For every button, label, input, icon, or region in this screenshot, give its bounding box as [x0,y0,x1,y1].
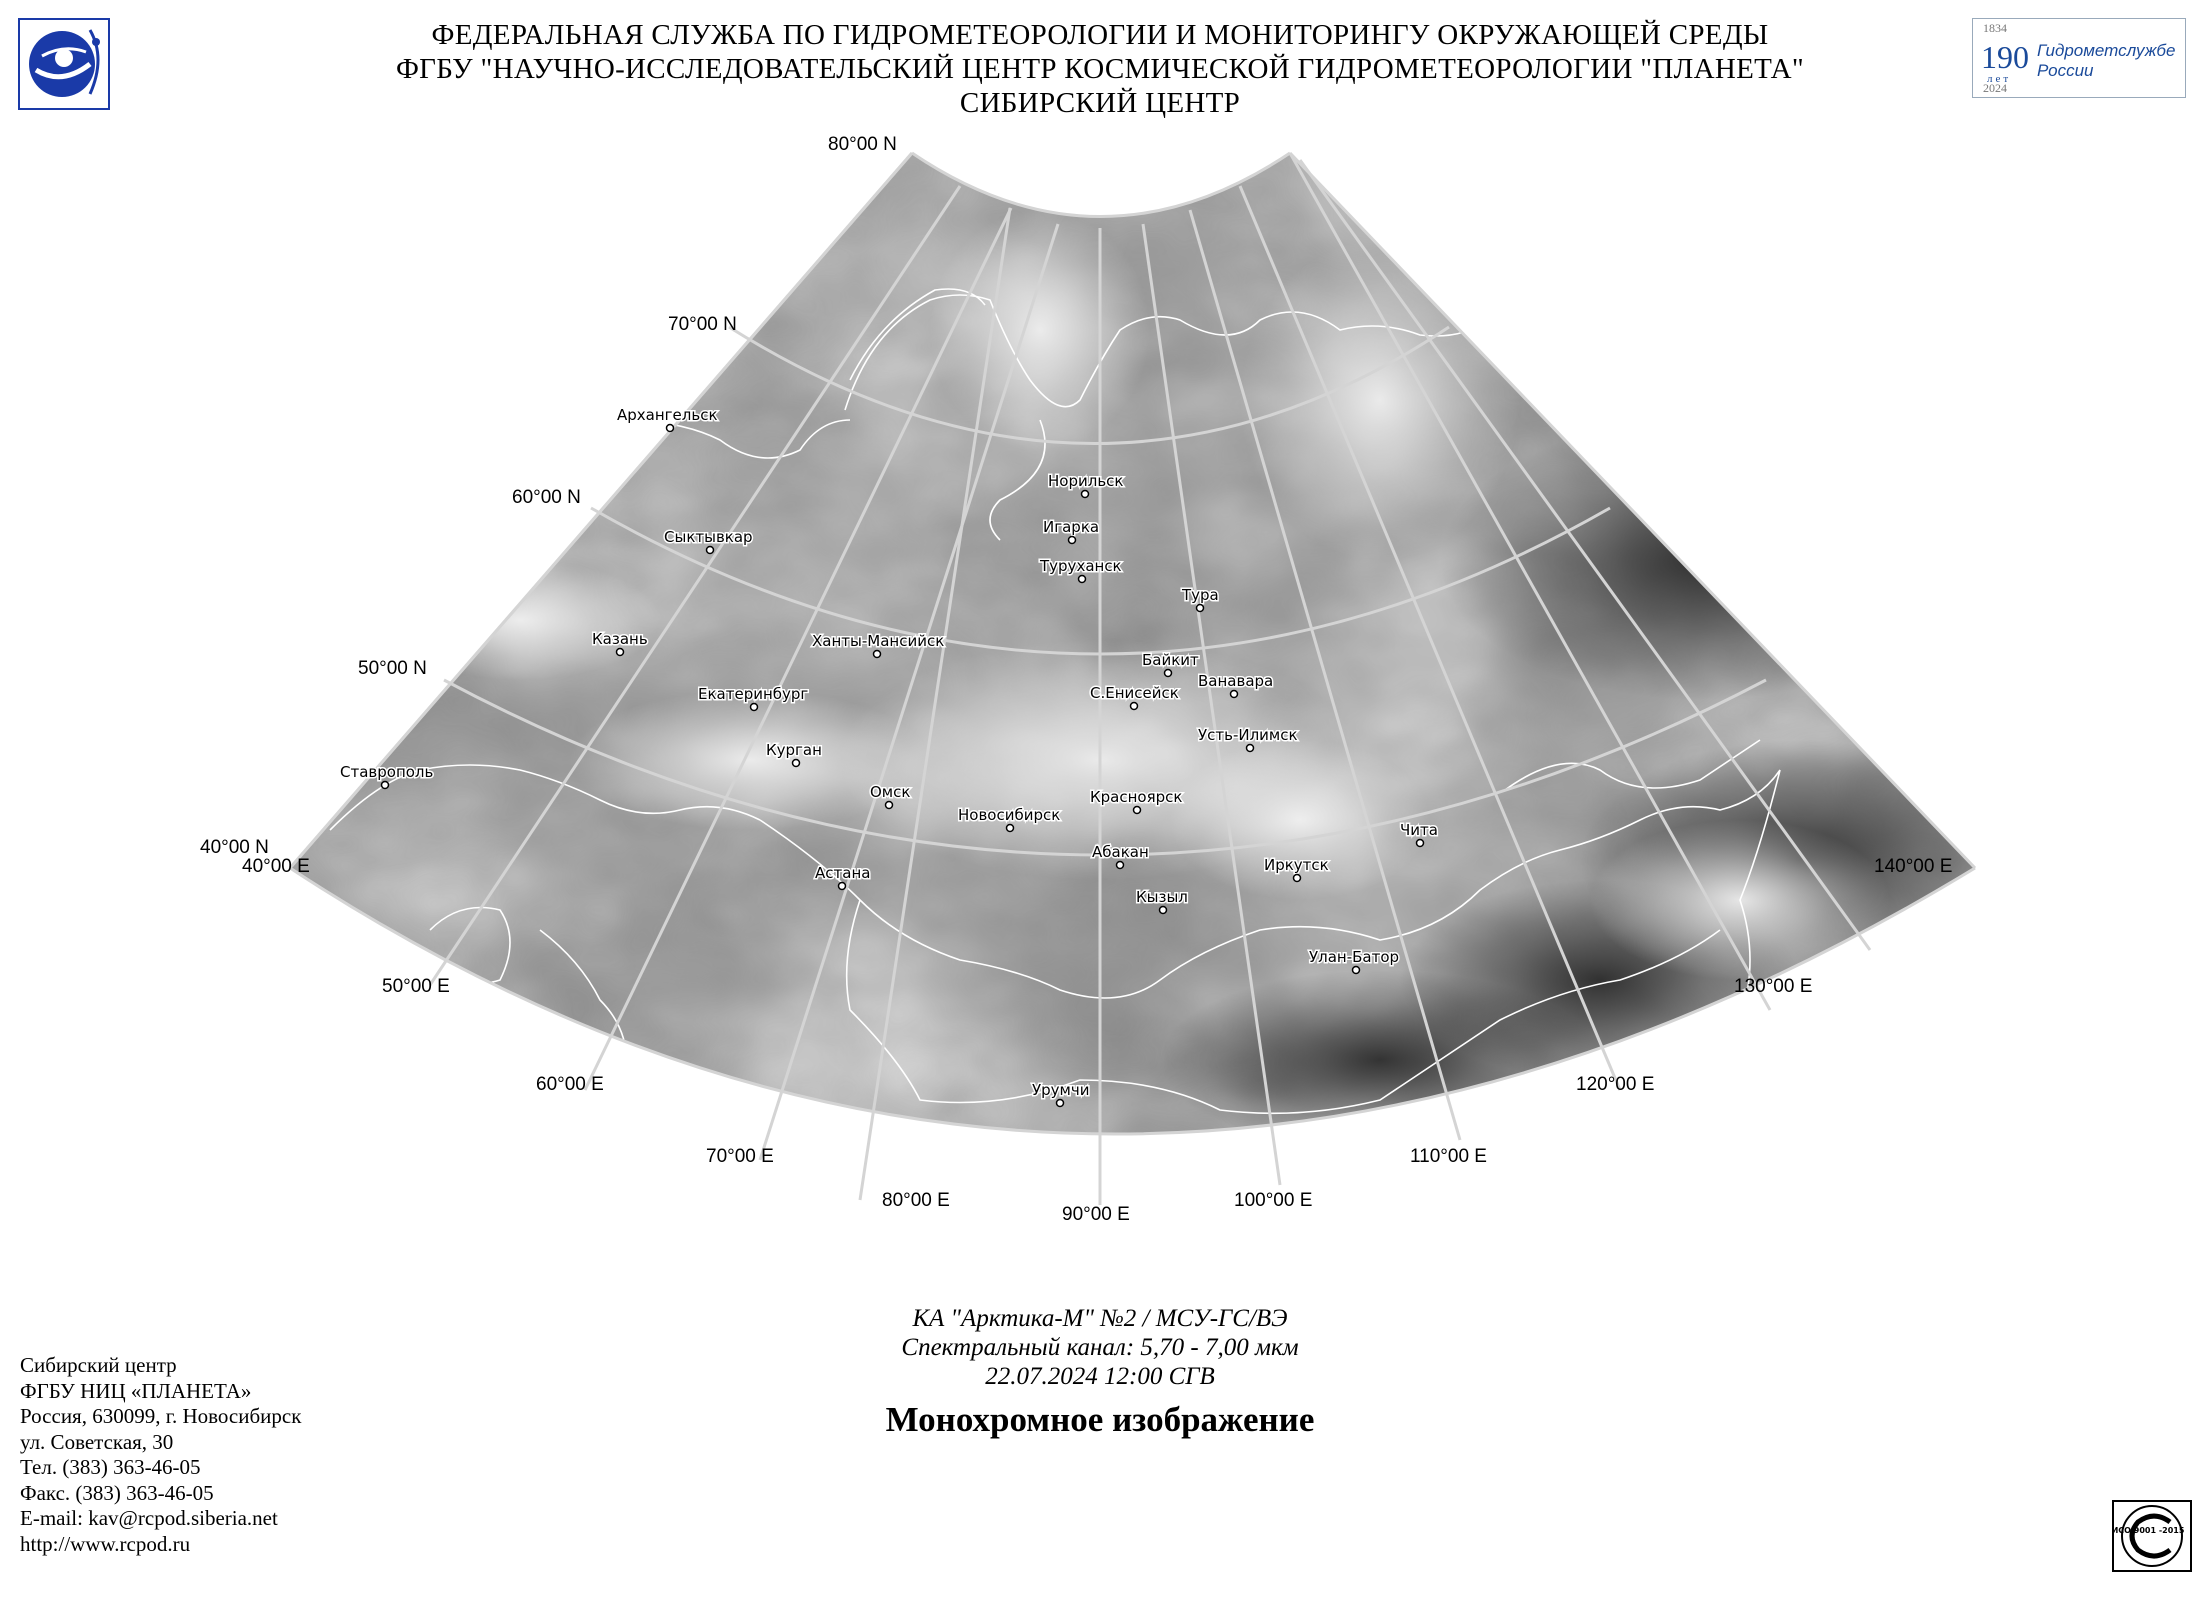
header-line-1: ФЕДЕРАЛЬНАЯ СЛУЖБА ПО ГИДРОМЕТЕОРОЛОГИИ И МОНИТОРИНГУ ОКРУЖАЮЩЕЙ СРЕДЫ [431,19,1769,51]
lat-label-60: 60°00 N [512,487,581,508]
lon-label-70: 70°00 E [706,1146,774,1167]
city-label: Тура [1182,586,1219,604]
contact-email[interactable]: E-mail: kav@rcpod.siberia.net [20,1506,278,1530]
city-label: Архангельск [617,406,718,424]
anniversary-year-start: 1834 [1983,21,2007,35]
city-marker [1117,862,1124,869]
city-label: Туруханск [1040,557,1122,575]
lat-label-70: 70°00 N [668,314,737,335]
iso-certification-badge [2112,1500,2192,1572]
city-marker [1247,745,1254,752]
lat-label-40: 40°00 N [200,837,269,858]
city-marker [1079,576,1086,583]
city-label: Ставрополь [340,763,434,781]
lon-label-140: 140°00 E [1874,856,1953,877]
contact-block [20,1353,301,1557]
image-title: Монохромное изображение [885,1400,1315,1439]
contact-line: Сибирский центр [20,1353,177,1377]
city-label: Красноярск [1090,788,1183,806]
lon-label-50: 50°00 E [382,976,450,997]
contact-line: ул. Советская, 30 [20,1429,174,1454]
city-marker [617,649,624,656]
city-marker [1160,907,1167,914]
city-marker [1134,807,1141,814]
contact-website-link[interactable]: http://www.rcpod.ru [20,1531,191,1556]
anniversary-year-end: 2024 [1983,81,2007,95]
header-line-2: ФГБУ "НАУЧНО-ИССЛЕДОВАТЕЛЬСКИЙ ЦЕНТР КОСМИЧЕСКОЙ ГИДРОМЕТЕОРОЛОГИИ "ПЛАНЕТА" [395,53,1805,85]
city-marker [707,547,714,554]
city-marker [1131,703,1138,710]
city-marker [1069,537,1076,544]
contact-line: Факс. (383) 363-46-05 [20,1480,214,1505]
city-label: Абакан [1092,843,1149,861]
city-marker [1082,491,1089,498]
city-marker [382,782,389,789]
city-marker [1417,840,1424,847]
city-label: Байкит [1142,651,1199,669]
city-label: Улан-Батор [1309,948,1400,966]
city-label: С.Енисейск [1090,684,1179,702]
city-marker [1165,670,1172,677]
city-label: Казань [592,630,648,648]
city-label: Ванавара [1198,672,1274,690]
lon-label-130: 130°00 E [1734,976,1813,997]
city-marker [667,425,674,432]
lon-label-110: 110°00 E [1410,1146,1487,1167]
city-marker [1007,825,1014,832]
contact-line: Тел. (383) 363-46-05 [20,1455,201,1479]
city-label: Усть-Илимск [1198,726,1298,744]
lon-label-90: 90°00 E [1062,1204,1130,1225]
city-label: Ханты-Мансийск [812,632,945,650]
city-marker [1294,875,1301,882]
lon-label-120: 120°00 E [1576,1074,1655,1095]
anniversary-text: Гидрометслужбе России [2037,41,2176,80]
city-label: Игарка [1043,518,1100,536]
city-label: Новосибирск [958,806,1061,824]
city-marker [751,704,758,711]
lon-label-80: 80°00 E [882,1190,950,1211]
city-label: Сыктывкар [664,528,753,546]
header-line-3: СИБИРСКИЙ ЦЕНТР [959,87,1241,119]
city-label: Норильск [1048,472,1124,490]
city-label: Омск [870,783,911,801]
anniversary-unit: лет [1987,73,2012,85]
city-marker [1231,691,1238,698]
city-marker [874,651,881,658]
city-marker [839,883,846,890]
city-label: Урумчи [1032,1081,1090,1099]
city-marker [1353,967,1360,974]
lon-label-100: 100°00 E [1234,1190,1313,1211]
lon-label-60: 60°00 E [536,1074,604,1095]
anniversary-number: 190 [1981,39,2029,75]
city-label: Екатеринбург [698,685,809,703]
iso-badge-text: ИСО 9001 -2015 [2112,1526,2185,1535]
city-marker [793,760,800,767]
city-marker [886,802,893,809]
caption-satellite: КА "Арктика-М" №2 / МСУ-ГС/ВЭ [912,1305,1288,1332]
city-label: Иркутск [1264,856,1329,874]
caption-datetime: 22.07.2024 12:00 СГВ [985,1363,1215,1390]
city-label: Курган [766,741,822,759]
city-marker [1057,1100,1064,1107]
city-label: Чита [1400,821,1438,839]
lat-label-50: 50°00 N [358,658,427,679]
city-label: Кызыл [1136,888,1188,906]
city-marker [1197,605,1204,612]
contact-line: ФГБУ НИЦ «ПЛАНЕТА» [20,1378,252,1403]
lon-label-40: 40°00 E [242,856,310,877]
caption-channel: Спектральный канал: 5,70 - 7,00 мкм [901,1334,1299,1361]
contact-line: Россия, 630099, г. Новосибирск [20,1404,302,1428]
lat-label-80: 80°00 N [828,134,897,155]
city-label: Астана [815,864,871,882]
